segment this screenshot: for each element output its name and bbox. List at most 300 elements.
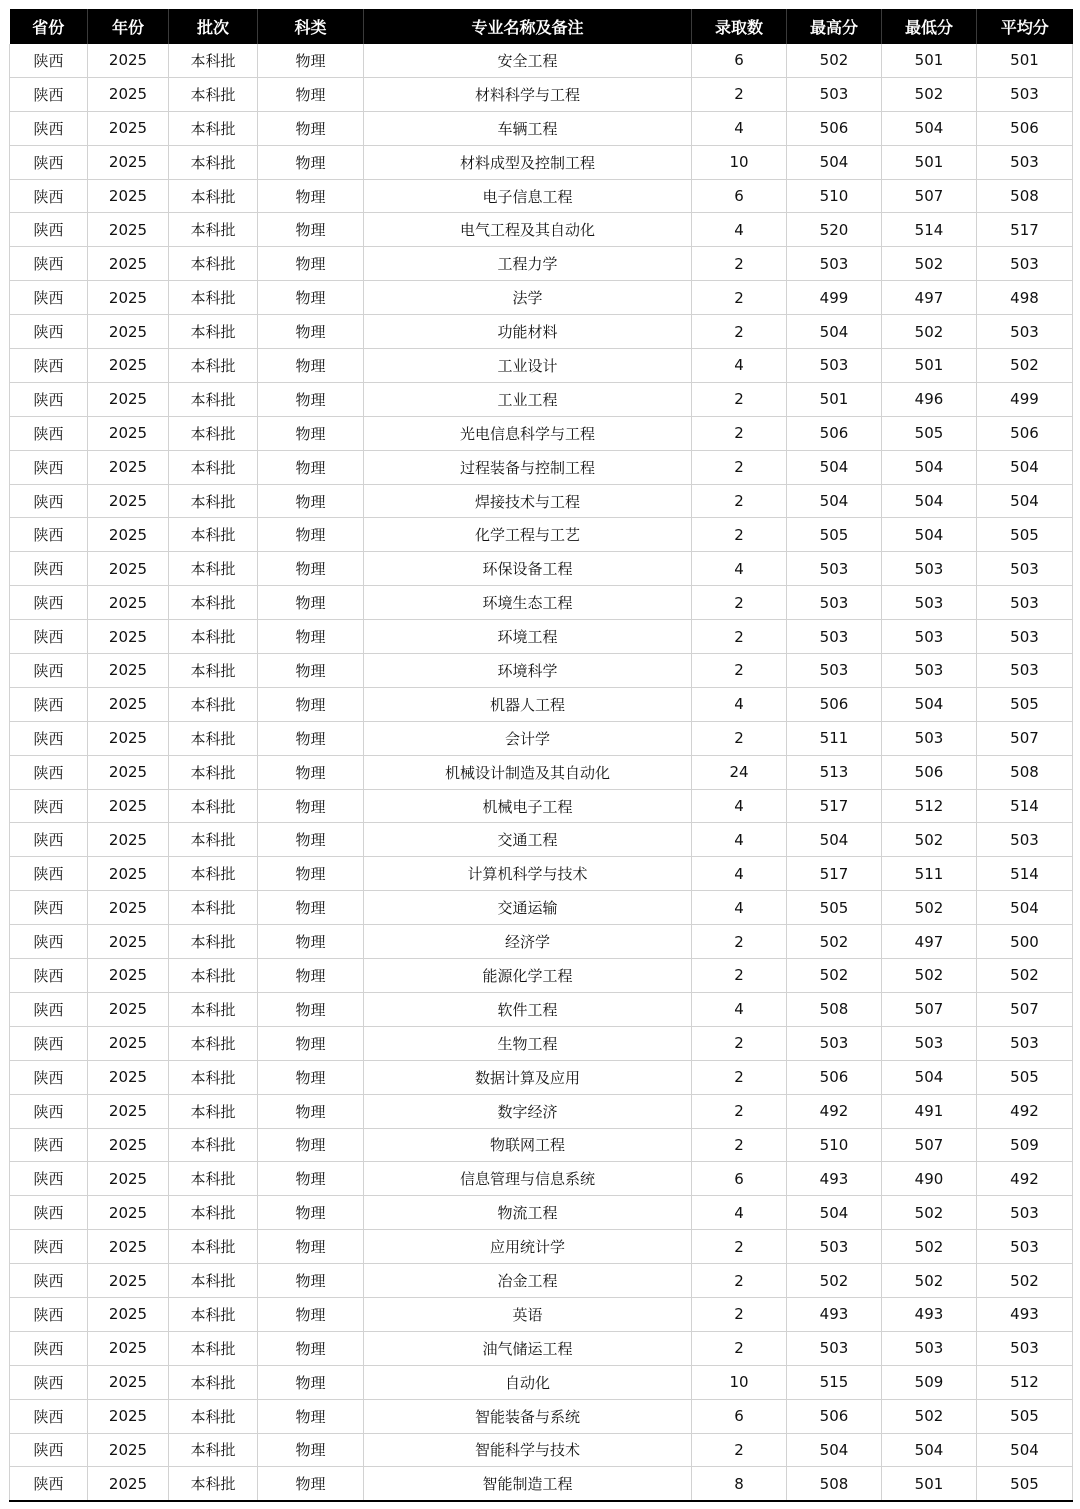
cell-max-score: 504: [787, 315, 882, 349]
cell-year: 2025: [88, 1365, 169, 1399]
cell-max-score: 492: [787, 1094, 882, 1128]
table-header: [10, 9, 1073, 44]
cell-min-score: 502: [882, 1264, 977, 1298]
cell-avg-score: 503: [977, 586, 1073, 620]
cell-year: 2025: [88, 484, 169, 518]
cell-avg-score: 492: [977, 1162, 1073, 1196]
cell-batch: 本科批: [169, 77, 258, 111]
cell-avg-score: 492: [977, 1094, 1073, 1128]
cell-year: 2025: [88, 1230, 169, 1264]
cell-batch: 本科批: [169, 111, 258, 145]
cell-subject-type: 物理: [258, 179, 364, 213]
cell-max-score: 493: [787, 1297, 882, 1331]
cell-major-name: 自动化: [364, 1365, 692, 1399]
cell-min-score: 509: [882, 1365, 977, 1399]
cell-avg-score: 508: [977, 179, 1073, 213]
cell-province: 陕西: [10, 1433, 88, 1467]
cell-avg-score: 503: [977, 823, 1073, 857]
cell-avg-score: 504: [977, 891, 1073, 925]
cell-province: 陕西: [10, 789, 88, 823]
cell-admitted-count: 2: [692, 1230, 787, 1264]
cell-major-name: 物流工程: [364, 1196, 692, 1230]
table-row: [10, 925, 1073, 959]
table-row: [10, 1264, 1073, 1298]
cell-admitted-count: 4: [692, 213, 787, 247]
table-body: [10, 44, 1073, 1501]
cell-province: 陕西: [10, 620, 88, 654]
cell-admitted-count: 10: [692, 145, 787, 179]
cell-batch: 本科批: [169, 1399, 258, 1433]
cell-max-score: 513: [787, 755, 882, 789]
cell-avg-score: 505: [977, 687, 1073, 721]
cell-min-score: 497: [882, 281, 977, 315]
cell-min-score: 502: [882, 959, 977, 993]
cell-major-name: 车辆工程: [364, 111, 692, 145]
cell-subject-type: 物理: [258, 1467, 364, 1501]
cell-admitted-count: 2: [692, 281, 787, 315]
cell-admitted-count: 2: [692, 1264, 787, 1298]
cell-major-name: 冶金工程: [364, 1264, 692, 1298]
cell-subject-type: 物理: [258, 1230, 364, 1264]
cell-subject-type: 物理: [258, 687, 364, 721]
cell-subject-type: 物理: [258, 1162, 364, 1196]
cell-max-score: 505: [787, 518, 882, 552]
cell-major-name: 法学: [364, 281, 692, 315]
cell-batch: 本科批: [169, 1467, 258, 1501]
cell-major-name: 经济学: [364, 925, 692, 959]
cell-max-score: 503: [787, 1026, 882, 1060]
cell-min-score: 507: [882, 179, 977, 213]
cell-max-score: 511: [787, 721, 882, 755]
cell-admitted-count: 2: [692, 1297, 787, 1331]
table-row: [10, 620, 1073, 654]
table-row: [10, 1162, 1073, 1196]
cell-major-name: 环境工程: [364, 620, 692, 654]
cell-max-score: 504: [787, 484, 882, 518]
cell-max-score: 504: [787, 145, 882, 179]
cell-year: 2025: [88, 1128, 169, 1162]
cell-subject-type: 物理: [258, 349, 364, 383]
cell-avg-score: 505: [977, 1467, 1073, 1501]
cell-subject-type: 物理: [258, 213, 364, 247]
cell-province: 陕西: [10, 315, 88, 349]
cell-province: 陕西: [10, 1094, 88, 1128]
cell-admitted-count: 2: [692, 1331, 787, 1365]
cell-batch: 本科批: [169, 1331, 258, 1365]
cell-max-score: 503: [787, 620, 882, 654]
cell-max-score: 504: [787, 823, 882, 857]
cell-major-name: 英语: [364, 1297, 692, 1331]
cell-province: 陕西: [10, 1264, 88, 1298]
cell-max-score: 510: [787, 1128, 882, 1162]
cell-avg-score: 514: [977, 789, 1073, 823]
cell-year: 2025: [88, 416, 169, 450]
cell-min-score: 504: [882, 111, 977, 145]
table-row: [10, 1297, 1073, 1331]
cell-province: 陕西: [10, 1331, 88, 1365]
cell-major-name: 交通运输: [364, 891, 692, 925]
column-header-avg-score: 平均分: [977, 9, 1073, 44]
cell-province: 陕西: [10, 450, 88, 484]
cell-subject-type: 物理: [258, 552, 364, 586]
table-row: [10, 213, 1073, 247]
cell-admitted-count: 8: [692, 1467, 787, 1501]
cell-province: 陕西: [10, 77, 88, 111]
cell-year: 2025: [88, 687, 169, 721]
cell-subject-type: 物理: [258, 1399, 364, 1433]
cell-subject-type: 物理: [258, 247, 364, 281]
cell-admitted-count: 2: [692, 382, 787, 416]
cell-admitted-count: 2: [692, 518, 787, 552]
cell-min-score: 507: [882, 1128, 977, 1162]
cell-major-name: 工业工程: [364, 382, 692, 416]
cell-major-name: 环境科学: [364, 654, 692, 688]
cell-subject-type: 物理: [258, 315, 364, 349]
cell-province: 陕西: [10, 1026, 88, 1060]
cell-min-score: 502: [882, 77, 977, 111]
cell-max-score: 503: [787, 349, 882, 383]
cell-max-score: 501: [787, 382, 882, 416]
table-row: [10, 1196, 1073, 1230]
cell-batch: 本科批: [169, 349, 258, 383]
cell-province: 陕西: [10, 518, 88, 552]
cell-batch: 本科批: [169, 281, 258, 315]
cell-major-name: 化学工程与工艺: [364, 518, 692, 552]
cell-max-score: 520: [787, 213, 882, 247]
cell-min-score: 502: [882, 315, 977, 349]
cell-max-score: 502: [787, 959, 882, 993]
cell-batch: 本科批: [169, 687, 258, 721]
cell-province: 陕西: [10, 382, 88, 416]
column-header-batch: 批次: [169, 9, 258, 44]
cell-province: 陕西: [10, 1162, 88, 1196]
cell-admitted-count: 2: [692, 450, 787, 484]
cell-admitted-count: 4: [692, 789, 787, 823]
cell-admitted-count: 2: [692, 1060, 787, 1094]
cell-admitted-count: 2: [692, 654, 787, 688]
cell-batch: 本科批: [169, 450, 258, 484]
table-row: [10, 349, 1073, 383]
cell-min-score: 503: [882, 721, 977, 755]
table-row: [10, 1399, 1073, 1433]
cell-subject-type: 物理: [258, 925, 364, 959]
cell-major-name: 会计学: [364, 721, 692, 755]
cell-min-score: 512: [882, 789, 977, 823]
cell-batch: 本科批: [169, 179, 258, 213]
cell-min-score: 503: [882, 620, 977, 654]
cell-subject-type: 物理: [258, 1060, 364, 1094]
cell-avg-score: 493: [977, 1297, 1073, 1331]
cell-admitted-count: 4: [692, 111, 787, 145]
cell-avg-score: 502: [977, 959, 1073, 993]
cell-major-name: 智能制造工程: [364, 1467, 692, 1501]
cell-province: 陕西: [10, 1230, 88, 1264]
cell-year: 2025: [88, 281, 169, 315]
cell-min-score: 496: [882, 382, 977, 416]
cell-subject-type: 物理: [258, 484, 364, 518]
cell-major-name: 智能科学与技术: [364, 1433, 692, 1467]
cell-max-score: 506: [787, 687, 882, 721]
table-row: [10, 281, 1073, 315]
cell-avg-score: 501: [977, 44, 1073, 77]
cell-batch: 本科批: [169, 823, 258, 857]
cell-province: 陕西: [10, 857, 88, 891]
cell-year: 2025: [88, 992, 169, 1026]
cell-batch: 本科批: [169, 1365, 258, 1399]
cell-max-score: 505: [787, 891, 882, 925]
column-header-admitted-count: 录取数: [692, 9, 787, 44]
cell-subject-type: 物理: [258, 1331, 364, 1365]
table-row: [10, 111, 1073, 145]
table-row: [10, 44, 1073, 77]
cell-avg-score: 502: [977, 349, 1073, 383]
cell-major-name: 计算机科学与技术: [364, 857, 692, 891]
cell-subject-type: 物理: [258, 77, 364, 111]
cell-batch: 本科批: [169, 552, 258, 586]
cell-major-name: 智能装备与系统: [364, 1399, 692, 1433]
cell-max-score: 493: [787, 1162, 882, 1196]
column-header-max-score: 最高分: [787, 9, 882, 44]
table-row: [10, 789, 1073, 823]
cell-major-name: 油气储运工程: [364, 1331, 692, 1365]
cell-province: 陕西: [10, 281, 88, 315]
cell-province: 陕西: [10, 654, 88, 688]
cell-major-name: 机器人工程: [364, 687, 692, 721]
cell-min-score: 502: [882, 1230, 977, 1264]
cell-max-score: 503: [787, 247, 882, 281]
cell-admitted-count: 2: [692, 416, 787, 450]
cell-subject-type: 物理: [258, 789, 364, 823]
cell-subject-type: 物理: [258, 959, 364, 993]
cell-major-name: 环境生态工程: [364, 586, 692, 620]
cell-min-score: 504: [882, 484, 977, 518]
cell-admitted-count: 4: [692, 992, 787, 1026]
cell-subject-type: 物理: [258, 518, 364, 552]
cell-major-name: 数据计算及应用: [364, 1060, 692, 1094]
cell-avg-score: 506: [977, 111, 1073, 145]
cell-batch: 本科批: [169, 416, 258, 450]
cell-batch: 本科批: [169, 1433, 258, 1467]
table-row: [10, 247, 1073, 281]
column-header-major-name: 专业名称及备注: [364, 9, 692, 44]
cell-subject-type: 物理: [258, 1297, 364, 1331]
table-row: [10, 382, 1073, 416]
cell-subject-type: 物理: [258, 1365, 364, 1399]
cell-min-score: 504: [882, 518, 977, 552]
table-row: [10, 1060, 1073, 1094]
cell-min-score: 504: [882, 450, 977, 484]
cell-subject-type: 物理: [258, 145, 364, 179]
cell-province: 陕西: [10, 823, 88, 857]
cell-min-score: 502: [882, 823, 977, 857]
cell-admitted-count: 2: [692, 1094, 787, 1128]
cell-min-score: 493: [882, 1297, 977, 1331]
table-row: [10, 1026, 1073, 1060]
cell-province: 陕西: [10, 213, 88, 247]
cell-subject-type: 物理: [258, 1128, 364, 1162]
cell-subject-type: 物理: [258, 721, 364, 755]
cell-max-score: 503: [787, 77, 882, 111]
cell-max-score: 503: [787, 552, 882, 586]
cell-year: 2025: [88, 891, 169, 925]
cell-max-score: 502: [787, 1264, 882, 1298]
table-row: [10, 518, 1073, 552]
cell-avg-score: 499: [977, 382, 1073, 416]
cell-province: 陕西: [10, 1128, 88, 1162]
cell-batch: 本科批: [169, 1196, 258, 1230]
cell-major-name: 物联网工程: [364, 1128, 692, 1162]
cell-max-score: 502: [787, 925, 882, 959]
table-row: [10, 721, 1073, 755]
cell-admitted-count: 2: [692, 620, 787, 654]
table-row: [10, 687, 1073, 721]
cell-max-score: 504: [787, 1196, 882, 1230]
cell-admitted-count: 2: [692, 925, 787, 959]
cell-avg-score: 517: [977, 213, 1073, 247]
cell-admitted-count: 4: [692, 687, 787, 721]
cell-batch: 本科批: [169, 891, 258, 925]
cell-avg-score: 503: [977, 1331, 1073, 1365]
cell-avg-score: 503: [977, 315, 1073, 349]
cell-year: 2025: [88, 1264, 169, 1298]
cell-batch: 本科批: [169, 925, 258, 959]
cell-batch: 本科批: [169, 44, 258, 77]
cell-year: 2025: [88, 450, 169, 484]
cell-batch: 本科批: [169, 857, 258, 891]
cell-admitted-count: 2: [692, 1433, 787, 1467]
cell-min-score: 501: [882, 1467, 977, 1501]
header-row: [10, 9, 1073, 44]
cell-major-name: 工业设计: [364, 349, 692, 383]
cell-min-score: 497: [882, 925, 977, 959]
cell-year: 2025: [88, 823, 169, 857]
cell-avg-score: 500: [977, 925, 1073, 959]
cell-batch: 本科批: [169, 959, 258, 993]
cell-year: 2025: [88, 349, 169, 383]
cell-max-score: 502: [787, 44, 882, 77]
cell-major-name: 材料成型及控制工程: [364, 145, 692, 179]
cell-year: 2025: [88, 145, 169, 179]
cell-admitted-count: 2: [692, 315, 787, 349]
cell-max-score: 508: [787, 992, 882, 1026]
cell-admitted-count: 24: [692, 755, 787, 789]
cell-major-name: 环保设备工程: [364, 552, 692, 586]
cell-min-score: 501: [882, 145, 977, 179]
cell-major-name: 生物工程: [364, 1026, 692, 1060]
table-row: [10, 891, 1073, 925]
table-row: [10, 179, 1073, 213]
cell-min-score: 502: [882, 891, 977, 925]
admission-table: [9, 9, 1073, 1502]
cell-avg-score: 502: [977, 1264, 1073, 1298]
cell-subject-type: 物理: [258, 111, 364, 145]
table-row: [10, 77, 1073, 111]
cell-year: 2025: [88, 213, 169, 247]
cell-major-name: 过程装备与控制工程: [364, 450, 692, 484]
cell-max-score: 517: [787, 857, 882, 891]
table-row: [10, 416, 1073, 450]
cell-province: 陕西: [10, 552, 88, 586]
cell-major-name: 交通工程: [364, 823, 692, 857]
cell-avg-score: 505: [977, 1399, 1073, 1433]
cell-max-score: 506: [787, 1060, 882, 1094]
cell-batch: 本科批: [169, 1094, 258, 1128]
cell-min-score: 501: [882, 349, 977, 383]
cell-province: 陕西: [10, 1467, 88, 1501]
cell-min-score: 505: [882, 416, 977, 450]
cell-major-name: 机械设计制造及其自动化: [364, 755, 692, 789]
cell-year: 2025: [88, 44, 169, 77]
cell-major-name: 机械电子工程: [364, 789, 692, 823]
cell-admitted-count: 2: [692, 959, 787, 993]
cell-year: 2025: [88, 1297, 169, 1331]
table-row: [10, 1128, 1073, 1162]
cell-province: 陕西: [10, 484, 88, 518]
cell-avg-score: 508: [977, 755, 1073, 789]
cell-admitted-count: 6: [692, 179, 787, 213]
cell-year: 2025: [88, 1026, 169, 1060]
table-row: [10, 823, 1073, 857]
cell-avg-score: 503: [977, 552, 1073, 586]
cell-admitted-count: 4: [692, 552, 787, 586]
cell-max-score: 503: [787, 654, 882, 688]
cell-subject-type: 物理: [258, 1196, 364, 1230]
cell-subject-type: 物理: [258, 823, 364, 857]
cell-avg-score: 498: [977, 281, 1073, 315]
cell-province: 陕西: [10, 1060, 88, 1094]
cell-min-score: 504: [882, 1060, 977, 1094]
cell-max-score: 503: [787, 586, 882, 620]
cell-year: 2025: [88, 1094, 169, 1128]
cell-avg-score: 505: [977, 1060, 1073, 1094]
cell-batch: 本科批: [169, 1026, 258, 1060]
cell-year: 2025: [88, 1331, 169, 1365]
cell-major-name: 应用统计学: [364, 1230, 692, 1264]
cell-major-name: 电气工程及其自动化: [364, 213, 692, 247]
cell-admitted-count: 2: [692, 1026, 787, 1060]
cell-subject-type: 物理: [258, 1433, 364, 1467]
cell-min-score: 511: [882, 857, 977, 891]
cell-min-score: 514: [882, 213, 977, 247]
cell-province: 陕西: [10, 44, 88, 77]
cell-subject-type: 物理: [258, 1094, 364, 1128]
cell-province: 陕西: [10, 179, 88, 213]
cell-max-score: 510: [787, 179, 882, 213]
cell-batch: 本科批: [169, 315, 258, 349]
cell-min-score: 490: [882, 1162, 977, 1196]
column-header-province: 省份: [10, 9, 88, 44]
cell-province: 陕西: [10, 349, 88, 383]
cell-province: 陕西: [10, 925, 88, 959]
cell-avg-score: 507: [977, 721, 1073, 755]
cell-subject-type: 物理: [258, 1026, 364, 1060]
cell-admitted-count: 2: [692, 721, 787, 755]
cell-subject-type: 物理: [258, 1264, 364, 1298]
cell-min-score: 503: [882, 586, 977, 620]
cell-min-score: 502: [882, 1399, 977, 1433]
cell-avg-score: 503: [977, 1196, 1073, 1230]
cell-batch: 本科批: [169, 620, 258, 654]
cell-batch: 本科批: [169, 755, 258, 789]
cell-province: 陕西: [10, 247, 88, 281]
table-row: [10, 1365, 1073, 1399]
cell-province: 陕西: [10, 959, 88, 993]
cell-min-score: 503: [882, 552, 977, 586]
cell-province: 陕西: [10, 1297, 88, 1331]
cell-max-score: 499: [787, 281, 882, 315]
cell-subject-type: 物理: [258, 755, 364, 789]
cell-province: 陕西: [10, 416, 88, 450]
